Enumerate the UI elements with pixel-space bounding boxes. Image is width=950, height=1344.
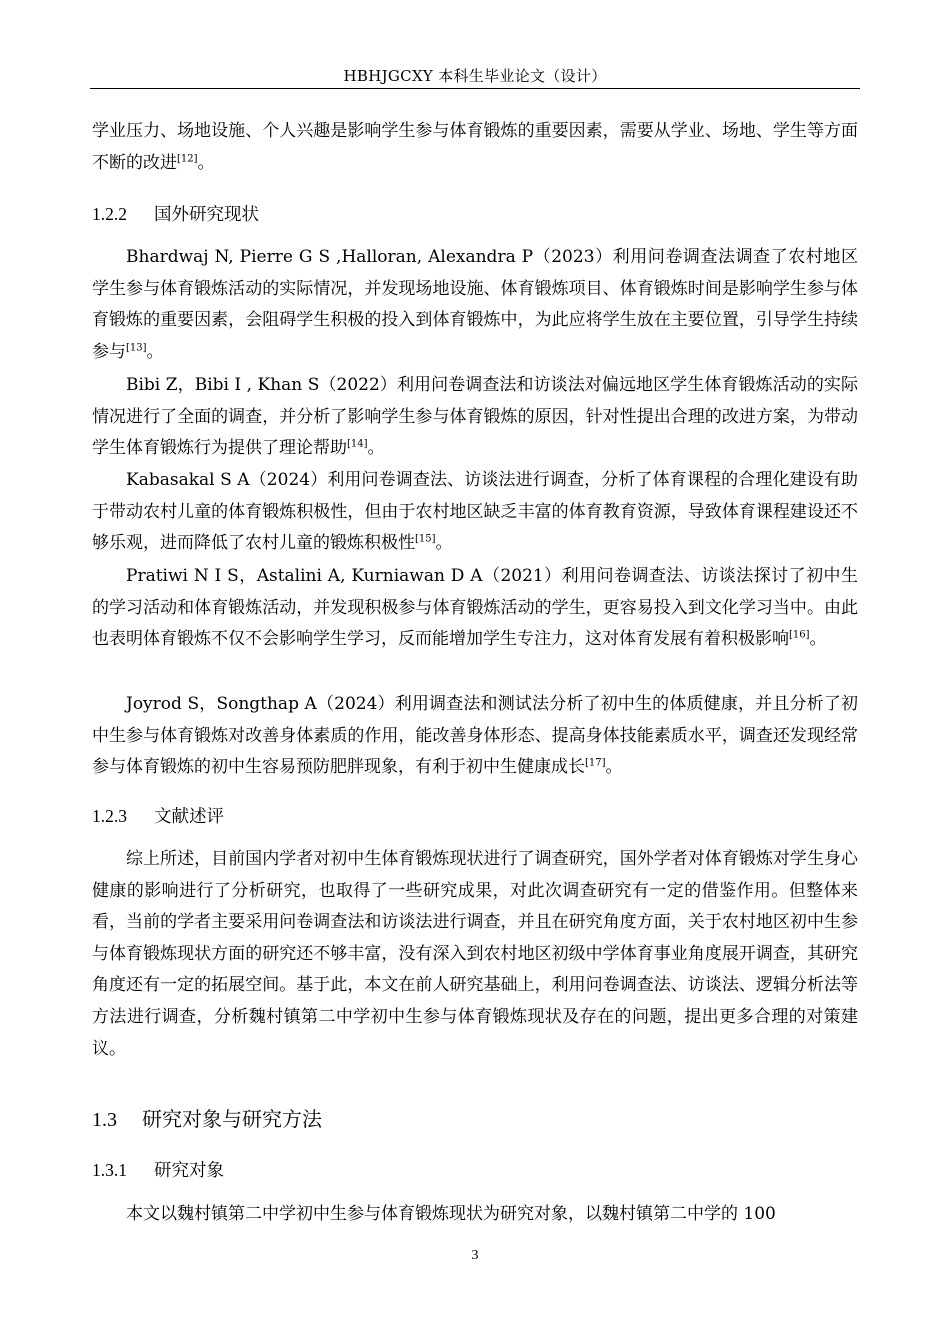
citation: [13] — [126, 342, 147, 354]
paragraph-domestic-tail: 学业压力、场地设施、个人兴趣是影响学生参与体育锻炼的重要因素，需要从学业、场地、学生等方面不断的改进[12]。 — [92, 121, 858, 173]
page-number: 3 — [471, 1248, 479, 1263]
paragraph-text: 综上所述，目前国内学者对初中生体育锻炼现状进行了调查研究，国外学者对体育锻炼对学生身心健康的影响进行了分析研究，也取得了一些研究成果，对此次调查研究有一定的借鉴作用。但整体来看，当前的学者主要采用问卷调查法和访谈法进行调查，并且在研究角度方面，关于农村地区初中生参与体育锻炼现状方面的研究还不够丰富，没有深入到农村地区初级中学体育事业角度展开调查，其研究角度还有一定的拓展空间。基于此，本文在前人研究基础上，利用问卷调查法、访谈法、逻辑分析法等方法进行调查，分析魏村镇第二中学初中生参与体育锻炼现状及存在的问题，提出更多合理的对策建议。 — [92, 849, 858, 1059]
paragraph-text: Joyrod S，Songthap A（2024）利用调查法和测试法分析了初中生的体质健康，并且分析了初中生参与体育锻炼对改善身体素质的作用，能改善身体形态、提高身体技能素质水平，调查还发现经常参与体育锻炼的初中生容易预防肥胖现象，有利于初中生健康成长 — [92, 694, 858, 778]
paragraph-joyrod: Joyrod S，Songthap A（2024）利用调查法和测试法分析了初中生的体质健康，并且分析了初中生参与体育锻炼对改善身体素质的作用，能改善身体形态、提高身体技能素质水平，调查还发现经常参与体育锻炼的初中生容易预防肥胖现象，有利于初中生健康成长[17]。 — [92, 694, 858, 778]
section-title: 文献述评 — [154, 807, 224, 827]
section-number: 1.2.2 — [92, 204, 127, 224]
paragraph-bhardwaj: Bhardwaj N, Pierre G S ,Halloran, Alexandra P（2023）利用问卷调查法调查了农村地区学生参与体育锻炼活动的实际情况，并发现场地设施、体育锻炼项目、体育锻炼时间是影响学生参与体育锻炼的重要因素，会阻碍学生积极的投入到体育锻炼中，为此应将学生放在主要位置，引导学生持续参与[13]。 — [92, 247, 858, 362]
paragraph-text: Kabasakal S A（2024）利用问卷调查法、访谈法进行调查，分析了体育课程的合理化建设有助于带动农村儿童的体育锻炼积极性，但由于农村地区缺乏丰富的体育教育资源，导致体育课程建设还不够乐观，进而降低了农村儿童的锻炼积极性 — [92, 470, 858, 554]
running-header: HBHJGCXY 本科生毕业论文（设计） — [343, 67, 607, 85]
header-rule — [90, 88, 860, 89]
section-heading-1-2-2 — [92, 199, 259, 230]
section-heading-1-3-1 — [92, 1155, 224, 1186]
paragraph-text: 本文以魏村镇第二中学初中生参与体育锻炼现状为研究对象，以魏村镇第二中学的 100 — [126, 1204, 776, 1224]
paragraph-text: Bibi Z，Bibi I , Khan S（2022）利用问卷调查法和访谈法对偏远地区学生体育锻炼活动的实际情况进行了全面的调查，并分析了影响学生参与体育锻炼的原因，针对性提出合理的改进方案，为带动学生体育锻炼行为提供了理论帮助 — [92, 375, 858, 459]
citation: [14] — [347, 438, 368, 450]
citation: [12] — [177, 152, 198, 164]
paragraph-research-object — [92, 1199, 858, 1231]
section-number: 1.3.1 — [92, 1160, 127, 1180]
section-title: 国外研究现状 — [154, 205, 259, 225]
citation: [16] — [789, 629, 810, 641]
section-number: 1.3 — [92, 1109, 117, 1131]
section-number: 1.2.3 — [92, 806, 127, 826]
citation: [15] — [415, 533, 436, 545]
paragraph-bibi: Bibi Z，Bibi I , Khan S（2022）利用问卷调查法和访谈法对偏远地区学生体育锻炼活动的实际情况进行了全面的调查，并分析了影响学生参与体育锻炼的原因，针对性提出合理的改进方案，为带动学生体育锻炼行为提供了理论帮助[14]。 — [92, 375, 858, 459]
citation: [17] — [585, 757, 606, 769]
section-heading-1-2-3 — [92, 801, 224, 832]
paragraph-text: Pratiwi N I S，Astalini A, Kurniawan D A（2021）利用问卷调查法、访谈法探讨了初中生的学习活动和体育锻炼活动，并发现积极参与体育锻炼活动的学生，更容易投入到文化学习当中。由此也表明体育锻炼不仅不会影响学生学习，反而能增加学生专注力，这对体育发展有着积极影响 — [92, 566, 858, 650]
section-title: 研究对象与研究方法 — [142, 1107, 322, 1131]
paragraph-literature-review — [92, 844, 858, 1065]
paragraph-text: 学业压力、场地设施、个人兴趣是影响学生参与体育锻炼的重要因素，需要从学业、场地、学生等方面不断的改进 — [92, 121, 858, 173]
paragraph-pratiwi: Pratiwi N I S，Astalini A, Kurniawan D A（2021）利用问卷调查法、访谈法探讨了初中生的学习活动和体育锻炼活动，并发现积极参与体育锻炼活动的学生，更容易投入到文化学习当中。由此也表明体育锻炼不仅不会影响学生学习，反而能增加学生专注力，这对体育发展有着积极影响[16]。 — [92, 566, 858, 650]
section-heading-1-3 — [92, 1103, 322, 1136]
section-title: 研究对象 — [154, 1161, 224, 1181]
paragraph-text: Bhardwaj N, Pierre G S ,Halloran, Alexandra P（2023）利用问卷调查法调查了农村地区学生参与体育锻炼活动的实际情况，并发现场地设施、体育锻炼项目、体育锻炼时间是影响学生参与体育锻炼的重要因素，会阻碍学生积极的投入到体育锻炼中，为此应将学生放在主要位置，引导学生持续参与 — [92, 247, 858, 362]
paragraph-kabasakal: Kabasakal S A（2024）利用问卷调查法、访谈法进行调查，分析了体育课程的合理化建设有助于带动农村儿童的体育锻炼积极性，但由于农村地区缺乏丰富的体育教育资源，导致体育课程建设还不够乐观，进而降低了农村儿童的锻炼积极性[15]。 — [92, 470, 858, 554]
